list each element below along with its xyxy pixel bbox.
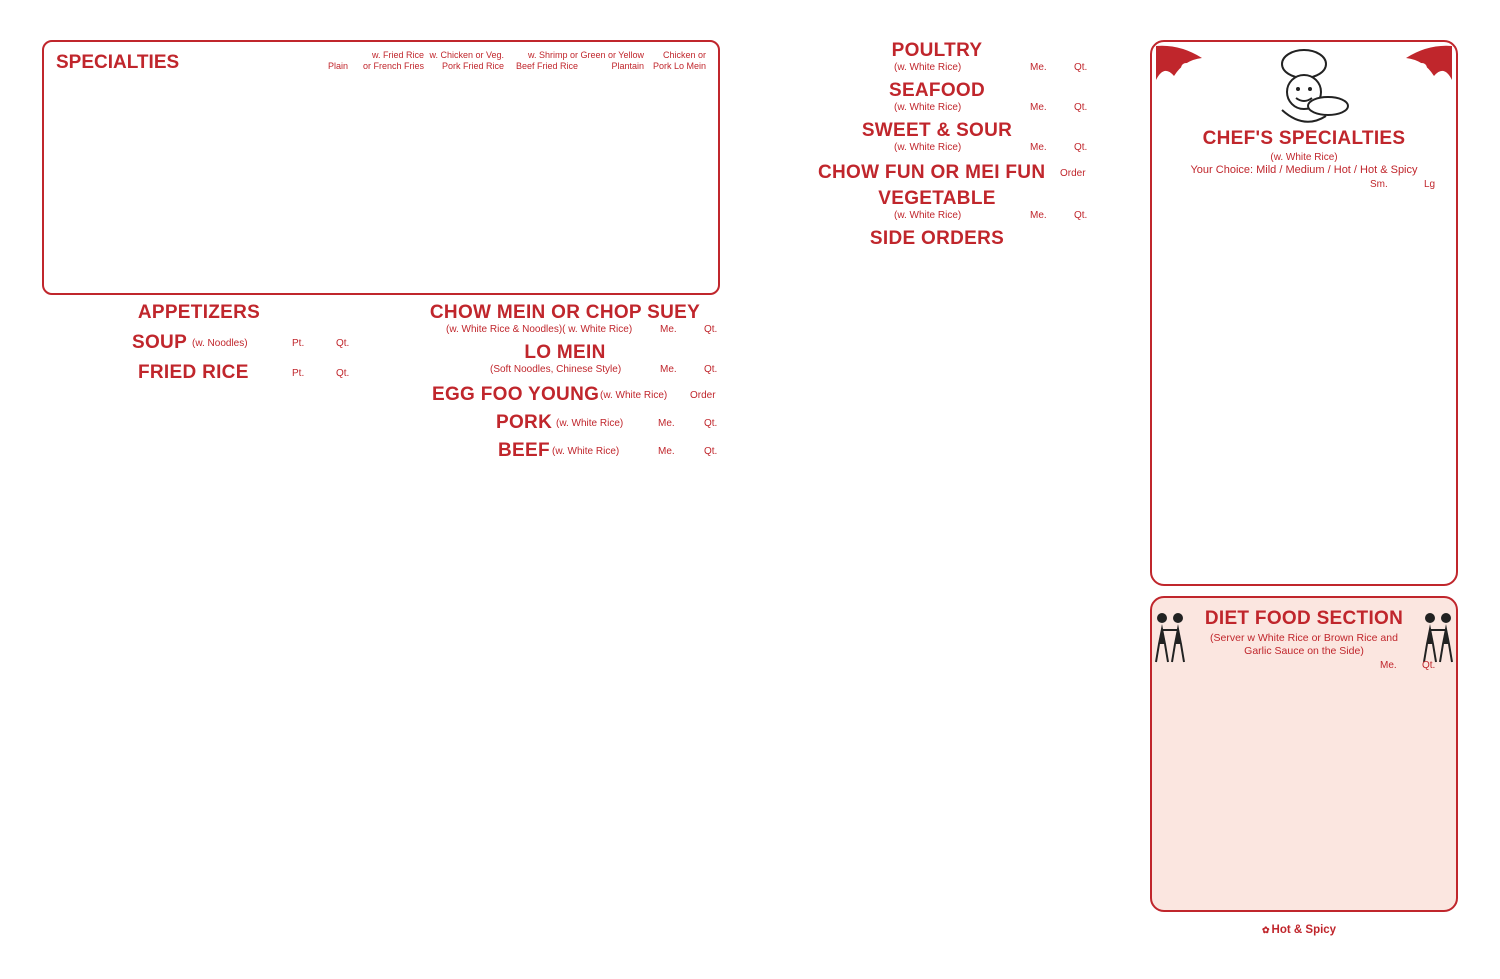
seafood-header [784, 102, 1090, 116]
lo-mein-col-qt: Qt. [704, 364, 718, 375]
soup-title: SOUP [132, 332, 188, 353]
chow-mein-subtitle: (w. White Rice & Noodles)( w. White Rice) [446, 324, 633, 335]
hot-pepper-icon: ✿ [1262, 925, 1270, 935]
soup-subtitle: (w. Noodles) [192, 338, 248, 349]
column-1 [44, 302, 354, 386]
appetizers-title: APPETIZERS [137, 302, 261, 323]
chef-subtitle: (w. White Rice) [1270, 152, 1338, 163]
egg-foo-subtitle: (w. White Rice) [600, 390, 668, 401]
vegetable-subtitle: (w. White Rice) [894, 210, 962, 221]
chef-logo-icon [1150, 40, 1458, 130]
specialties-box [42, 40, 720, 295]
soup-col-qt: Qt. [336, 338, 350, 349]
side-orders-title: SIDE ORDERS [869, 228, 1005, 249]
seafood-col-me: Me. [1030, 102, 1047, 113]
egg-foo-title: EGG FOO YOUNG [432, 384, 600, 405]
chow-mein-col-me: Me. [660, 324, 677, 335]
spec-col-0: Plain [327, 61, 348, 71]
chef-col-sm: Sm. [1370, 179, 1388, 190]
vegetable-header [784, 210, 1090, 224]
vegetable-col-me: Me. [1030, 210, 1047, 221]
fried-rice-title: FRIED RICE [138, 362, 249, 383]
seafood-subtitle: (w. White Rice) [894, 102, 962, 113]
seafood-title: SEAFOOD [888, 80, 986, 101]
poultry-col-qt: Qt. [1074, 62, 1088, 73]
spec-col-3: w. Shrimp or Beef Fried Rice [515, 50, 578, 71]
diet-col-me: Me. [1380, 660, 1397, 671]
column-2 [410, 302, 720, 462]
spec-col-2: w. Chicken or Veg. Pork Fried Rice [429, 50, 504, 71]
diet-title: DIET FOOD SECTION [1204, 608, 1404, 629]
poultry-title: POULTRY [891, 40, 983, 61]
spec-col-5: Chicken or Pork Lo Mein [652, 50, 706, 71]
beef-col-qt: Qt. [704, 446, 718, 457]
lo-mein-subtitle: (Soft Noodles, Chinese Style) [490, 364, 622, 375]
chow-mein-col-qt: Qt. [704, 324, 718, 335]
diet-subtitle: (Server w White Rice or Brown Rice and Garlic Sauce on the Side) [1210, 632, 1398, 657]
sweet-sour-header [784, 142, 1090, 156]
lo-mein-col-me: Me. [660, 364, 677, 375]
poultry-col-me: Me. [1030, 62, 1047, 73]
sweet-sour-subtitle: (w. White Rice) [894, 142, 962, 153]
diet-col-qt: Qt. [1422, 660, 1436, 671]
pork-col-qt: Qt. [704, 418, 718, 429]
beef-title: BEEF [498, 440, 550, 461]
chef-specialties-box [1150, 40, 1458, 586]
chow-mein-header [410, 324, 720, 338]
hot-spicy-legend-label: Hot & Spicy [1271, 924, 1337, 936]
vegetable-title: VEGETABLE [878, 188, 996, 209]
vegetable-col-qt: Qt. [1074, 210, 1088, 221]
pork-subtitle: (w. White Rice) [556, 418, 624, 429]
sweet-sour-col-qt: Qt. [1074, 142, 1088, 153]
spec-col-1: w. Fried Rice or French Fries [362, 50, 424, 71]
chow-fun-col-order: Order [1060, 168, 1086, 179]
chef-title: CHEF'S SPECIALTIES [1202, 128, 1406, 149]
sweet-sour-title: SWEET & SOUR [861, 120, 1013, 141]
beef-subtitle: (w. White Rice) [552, 446, 620, 457]
spec-col-4: Green or Yellow Plantain [580, 50, 644, 71]
lo-mein-header [410, 364, 720, 378]
soup-col-pt: Pt. [292, 338, 305, 349]
fried-rice-col-pt: Pt. [292, 368, 305, 379]
chef-col-lg: Lg [1424, 179, 1436, 190]
chow-fun-header [784, 160, 1090, 184]
poultry-header [784, 62, 1090, 76]
diet-food-box [1150, 596, 1458, 912]
hot-spicy-legend [1262, 924, 1336, 936]
seafood-col-qt: Qt. [1074, 102, 1088, 113]
fried-rice-header [44, 360, 354, 386]
poultry-subtitle: (w. White Rice) [894, 62, 962, 73]
pork-col-me: Me. [658, 418, 675, 429]
egg-foo-col-order: Order [690, 390, 716, 401]
fried-rice-col-qt: Qt. [336, 368, 350, 379]
beef-header [410, 438, 720, 462]
pork-header [410, 410, 720, 434]
lo-mein-title: LO MEIN [524, 342, 606, 363]
column-3 [784, 40, 1090, 254]
pork-title: PORK [496, 412, 553, 433]
sweet-sour-col-me: Me. [1030, 142, 1047, 153]
specialties-title: SPECIALTIES [56, 52, 180, 73]
soup-header [44, 330, 354, 356]
chow-fun-title: CHOW FUN OR MEI FUN [818, 162, 1046, 183]
chow-mein-title: CHOW MEIN OR CHOP SUEY [429, 302, 701, 323]
beef-col-me: Me. [658, 446, 675, 457]
egg-foo-header [410, 382, 720, 406]
chef-choice: Your Choice: Mild / Medium / Hot / Hot & Spicy [1190, 164, 1418, 176]
